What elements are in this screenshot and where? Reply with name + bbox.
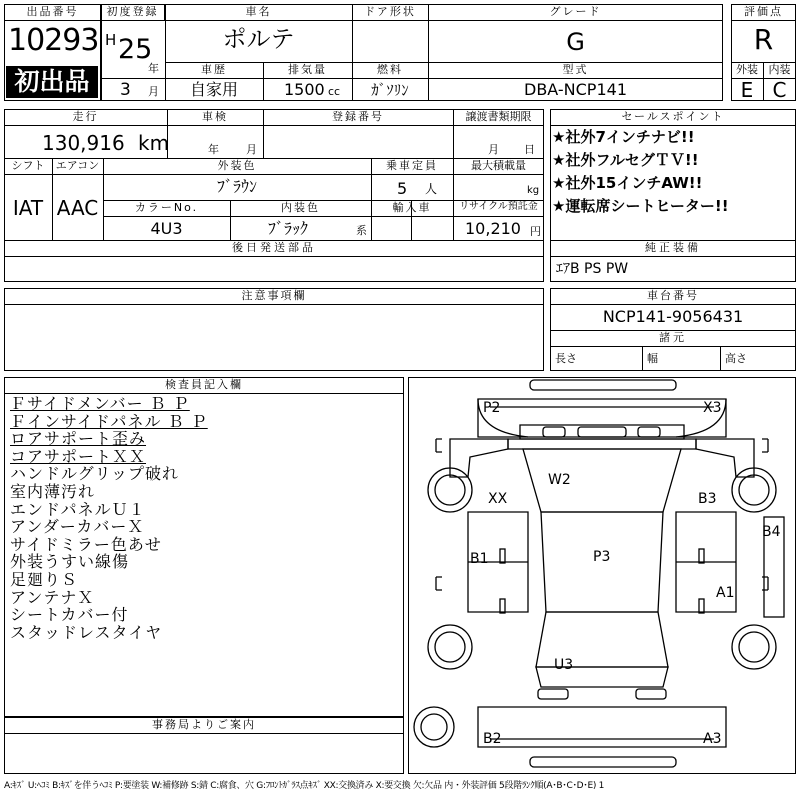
mark-a1: A1 [716, 585, 735, 601]
reg-month: 3 [120, 80, 131, 100]
mark-u3: U3 [554, 657, 574, 673]
mark-b3: B3 [698, 491, 717, 507]
mark-p2: P2 [483, 400, 501, 416]
color-no-value: 4U3 [150, 219, 183, 238]
sales-point-2: ★社外フルセグＴＶ!! [552, 151, 699, 169]
spare-wheel [414, 707, 454, 747]
inspector-line: Ｆサイドメンバー Ｂ Ｐ [10, 394, 190, 413]
listing-no: 10293 [8, 23, 99, 58]
door-label: ドア形状 [352, 4, 428, 21]
transfer-month-unit: 月 [488, 143, 499, 156]
sales-point-3: ★社外15インチAW!! [552, 174, 703, 192]
windshield [523, 449, 681, 512]
inspector-line: 室内薄汚れ [10, 481, 96, 501]
inspector-line: ロアサポート歪み [10, 429, 147, 449]
capacity-unit: 人 [425, 182, 438, 196]
mileage-value: 130,916 [42, 131, 125, 155]
car-name: ポルテ [222, 25, 295, 53]
front-left-fender [450, 439, 508, 477]
mark-b2: B2 [483, 731, 502, 747]
mileage-label: 走行 [72, 110, 99, 123]
displacement-unit: cc [328, 85, 341, 98]
mark-x3: X3 [703, 400, 722, 416]
rear-frame [478, 707, 726, 747]
first-listing-badge: 初出品 [6, 66, 98, 98]
hood-top [508, 439, 696, 449]
capacity-label: 乗車定員 [386, 159, 438, 172]
shift-value: IAT [12, 196, 44, 220]
inspector-line: 外装うすい線傷 [10, 552, 130, 572]
legend-footer: A:ｷｽﾞ U:ﾍｺﾐ B:ｷｽﾞを伴うﾍｺﾐ P:要塗装 W:補修跡 S:錆 C:腐食、穴 G:ﾌﾛﾝﾄｶﾞﾗｽ点ｷｽﾞ XX:交換済み X:要交換 欠:欠品 内・外装評価 5段階ﾗﾝｸ順(A･B･C･D･E) 1 [4, 781, 605, 791]
inspector-line: ハンドルグリップ破れ [10, 464, 180, 484]
history-value: 自家用 [189, 80, 238, 99]
recycle-unit: 円 [530, 225, 541, 238]
mark-xx: XX [488, 491, 508, 507]
month-unit: 月 [148, 85, 159, 98]
recycle-value: 10,210 [465, 219, 521, 238]
width-label: 幅 [647, 352, 658, 365]
inspector-line: エンドパネルＵ１ [10, 499, 146, 519]
listing-no-label: 出品番号 [4, 4, 101, 21]
rear-bumper [530, 757, 676, 767]
transfer-day-unit: 日 [524, 143, 535, 156]
inspector-line: Ｆインサイドパネル Ｂ Ｐ [10, 411, 208, 431]
displacement-label: 排気量 [288, 63, 327, 76]
front-bumper-top [530, 380, 676, 390]
length-label: 長さ [555, 352, 577, 365]
car-diagram [408, 377, 796, 774]
inspection-label: 車検 [202, 110, 228, 123]
inspector-line: 足廻りＳ [10, 569, 79, 589]
model-label: 型式 [562, 63, 589, 76]
ext-color-value: ﾌﾞﾗｳﾝ [216, 177, 257, 196]
reg-year: 25 [118, 34, 153, 65]
interior-label: 内装 [768, 63, 791, 76]
sales-point-4: ★運転席シートヒーター!! [552, 197, 729, 215]
mark-b4: B4 [762, 524, 781, 540]
notes-label: 注意事項欄 [4, 288, 544, 305]
car-outline-svg [408, 377, 796, 774]
exterior-value: E [740, 78, 754, 102]
first-reg-label: 初度登録 [101, 4, 165, 21]
inspector-line: アンテナＸ [10, 587, 95, 607]
displacement-value: 1500 [284, 80, 325, 99]
mark-w2: W2 [548, 472, 571, 488]
sales-label: セールスポイント [550, 109, 796, 126]
dims-label: 諸元 [659, 331, 687, 344]
load-unit: kg [527, 185, 540, 196]
ac-label: エアコン [55, 159, 100, 172]
int-color-label: 内装色 [281, 201, 320, 214]
chassis-value: NCP141-9056431 [602, 307, 744, 326]
interior-value: C [772, 78, 787, 102]
transfer-label: 譲渡書類期限 [465, 110, 532, 123]
capacity-value: 5 [397, 179, 408, 198]
ac-value: AAC [56, 196, 99, 220]
inspector-line: シートカバー付 [10, 605, 129, 625]
fuel-label: 燃料 [377, 63, 403, 76]
car-name-label: 車名 [165, 4, 352, 21]
chassis-label: 車台番号 [550, 288, 796, 305]
inspector-line: サイドミラー色あせ [10, 534, 162, 554]
front-right-fender [696, 439, 754, 477]
eval-label: 評価点 [731, 4, 796, 21]
inspector-line: スタッドレスタイヤ [10, 622, 163, 642]
grade-value: G [566, 28, 585, 56]
inspection-month-unit: 月 [246, 143, 257, 156]
mark-a3: A3 [703, 731, 722, 747]
office-label: 事務局よりご案内 [4, 717, 404, 734]
history-label: 車歴 [201, 63, 227, 76]
fuel-value: ｶﾞｿﾘﾝ [371, 81, 409, 99]
recycle-label: リサイクル預託金 [459, 201, 538, 212]
inspector-lines [10, 395, 400, 641]
reg-no-label: 登録番号 [332, 110, 384, 123]
year-unit: 年 [148, 62, 159, 75]
ext-color-label: 外装色 [217, 159, 257, 172]
equipment-label: 純正装備 [645, 241, 701, 254]
inspection-year-unit: 年 [208, 143, 219, 156]
exterior-label: 外装 [736, 63, 758, 76]
model-value: DBA-NCP141 [524, 80, 627, 99]
mark-p3: P3 [593, 549, 611, 565]
import-label: 輸入車 [392, 201, 432, 214]
inspector-label: 検査員記入欄 [4, 377, 404, 394]
mileage-unit: km [138, 131, 170, 155]
era: H [105, 31, 117, 49]
int-color-unit: 系 [356, 224, 367, 237]
shift-label: シフト [11, 159, 45, 172]
later-parts-label: 後日発送部品 [232, 241, 316, 254]
grade-label: グレード [428, 4, 723, 21]
inspector-line: コアサポートＸＸ [10, 446, 147, 466]
height-label: 高さ [725, 352, 747, 365]
eval-value: R [753, 23, 774, 56]
sales-point-1: ★社外7インチナビ!! [552, 128, 695, 146]
inspector-line: アンダーカバーＸ [10, 517, 145, 537]
load-label: 最大積載量 [471, 159, 526, 172]
int-color-value: ﾌﾞﾗｯｸ [268, 219, 309, 238]
color-no-label: カラーNo. [134, 201, 199, 214]
equipment-value: ｴｱB PS PW [556, 261, 629, 277]
mark-b1: B1 [470, 551, 489, 567]
front-frame [478, 399, 726, 437]
